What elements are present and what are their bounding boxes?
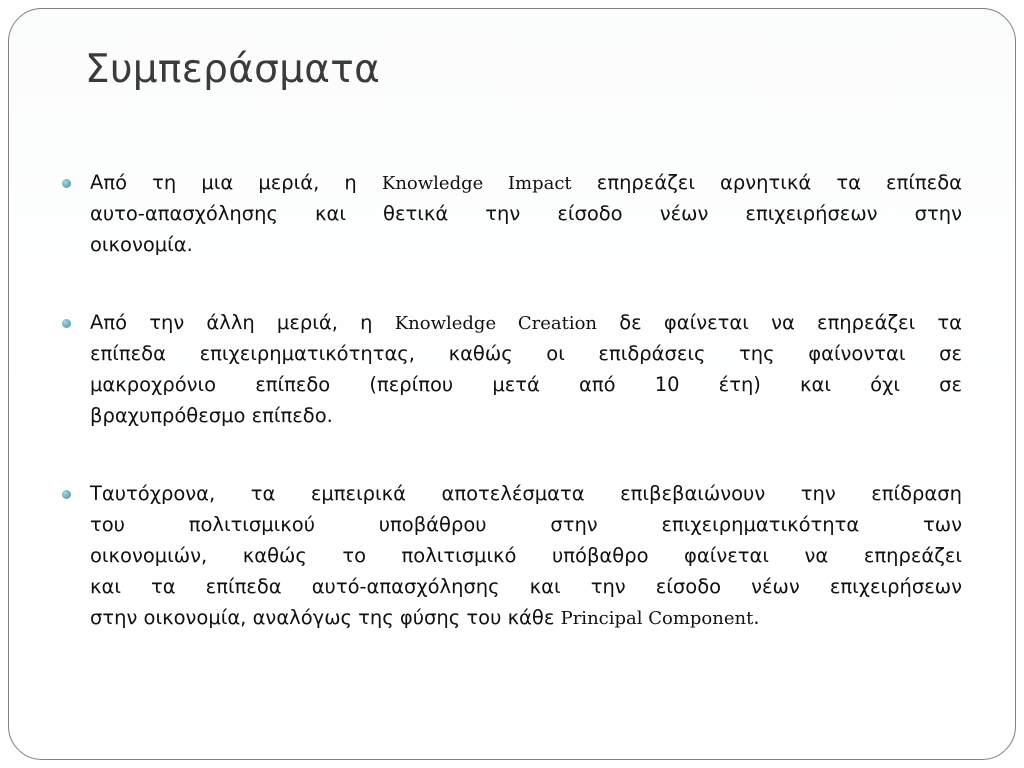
bullet-3-line-2: του πολιτισμικού υποβάθρου στην επιχειρηματικότητα των xyxy=(90,513,962,536)
term-principal-component: Principal Component xyxy=(560,608,754,629)
bullet-1-line-1 xyxy=(90,168,962,198)
bullet-2-text-start: Από την άλλη μεριά, η xyxy=(90,311,395,334)
bullet-3-text-end: . xyxy=(753,606,760,629)
bullet-2-line-2: επίπεδα επιχειρηματικότητας, καθώς οι επιδράσεις της φαίνονται σε xyxy=(90,342,962,365)
term-knowledge-impact: Knowledge Impact xyxy=(381,173,572,194)
bullet-2-line-3: μακροχρόνιο επίπεδο (περίπου μετά από 10 έτη) και όχι σε xyxy=(90,373,962,396)
bullet-3-line-3: οικονομιών, καθώς το πολιτισμικό υπόβαθρο φαίνεται να επηρεάζει xyxy=(90,544,962,567)
bullet-marker-1 xyxy=(62,179,71,188)
bullet-2-line-1 xyxy=(90,308,962,338)
bullet-1-line-3: οικονομία. xyxy=(90,233,193,256)
bullet-3-line-5 xyxy=(90,603,962,633)
term-knowledge-creation: Knowledge Creation xyxy=(394,313,598,334)
bullet-3-line-1: Ταυτόχρονα, τα εμπειρικά αποτελέσματα επιβεβαιώνουν την επίδραση xyxy=(90,482,962,505)
bullet-1-text-start: Από τη μια μεριά, η xyxy=(90,171,382,194)
slide-title: Συμπεράσματα xyxy=(85,47,381,92)
bullet-2-line-4: βραχυπρόθεσμο επίπεδο. xyxy=(90,404,333,427)
bullet-3-line-4: και τα επίπεδα αυτό-απασχόλησης και την είσοδο νέων επιχειρήσεων xyxy=(90,575,962,598)
bullet-marker-2 xyxy=(62,319,71,328)
bullet-2-text-end: δε φαίνεται να επηρεάζει τα xyxy=(597,311,962,334)
bullet-3-text-start: στην οικονομία, αναλόγως της φύσης του κάθε xyxy=(90,606,561,629)
bullet-1-line-2: αυτο-απασχόλησης και θετικά την είσοδο νέων επιχειρήσεων στην xyxy=(90,202,962,225)
bullet-1-text-end: επηρεάζει αρνητικά τα επίπεδα xyxy=(571,171,962,194)
bullet-marker-3 xyxy=(62,490,71,499)
